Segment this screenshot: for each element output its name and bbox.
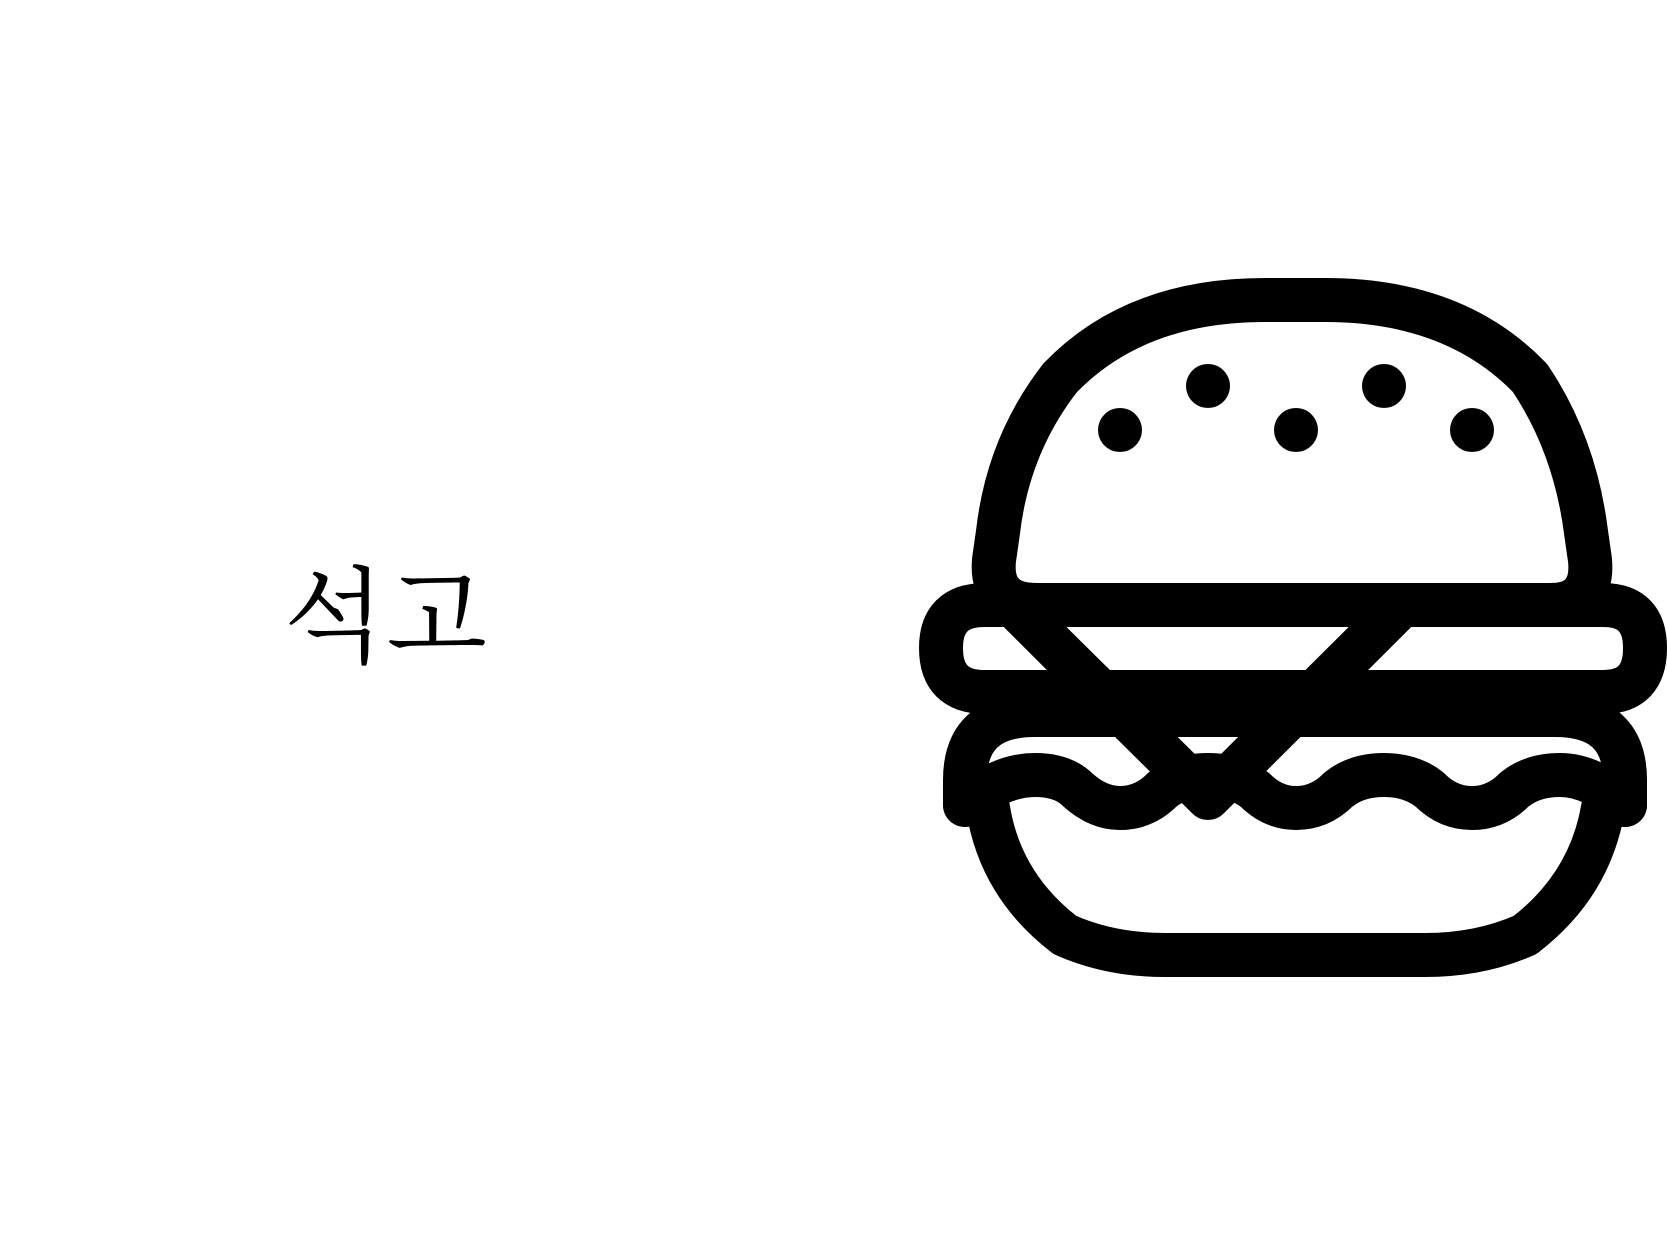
bottom-bun bbox=[988, 808, 1603, 955]
sesame-seed bbox=[1450, 408, 1494, 452]
lettuce-wave bbox=[965, 775, 1625, 808]
sesame-seed bbox=[1362, 364, 1406, 408]
sesame-seed bbox=[1274, 408, 1318, 452]
sesame-seed bbox=[1186, 364, 1230, 408]
word-label: 석고 bbox=[284, 556, 489, 678]
top-bun bbox=[994, 300, 1591, 605]
sesame-seed bbox=[1098, 408, 1142, 452]
